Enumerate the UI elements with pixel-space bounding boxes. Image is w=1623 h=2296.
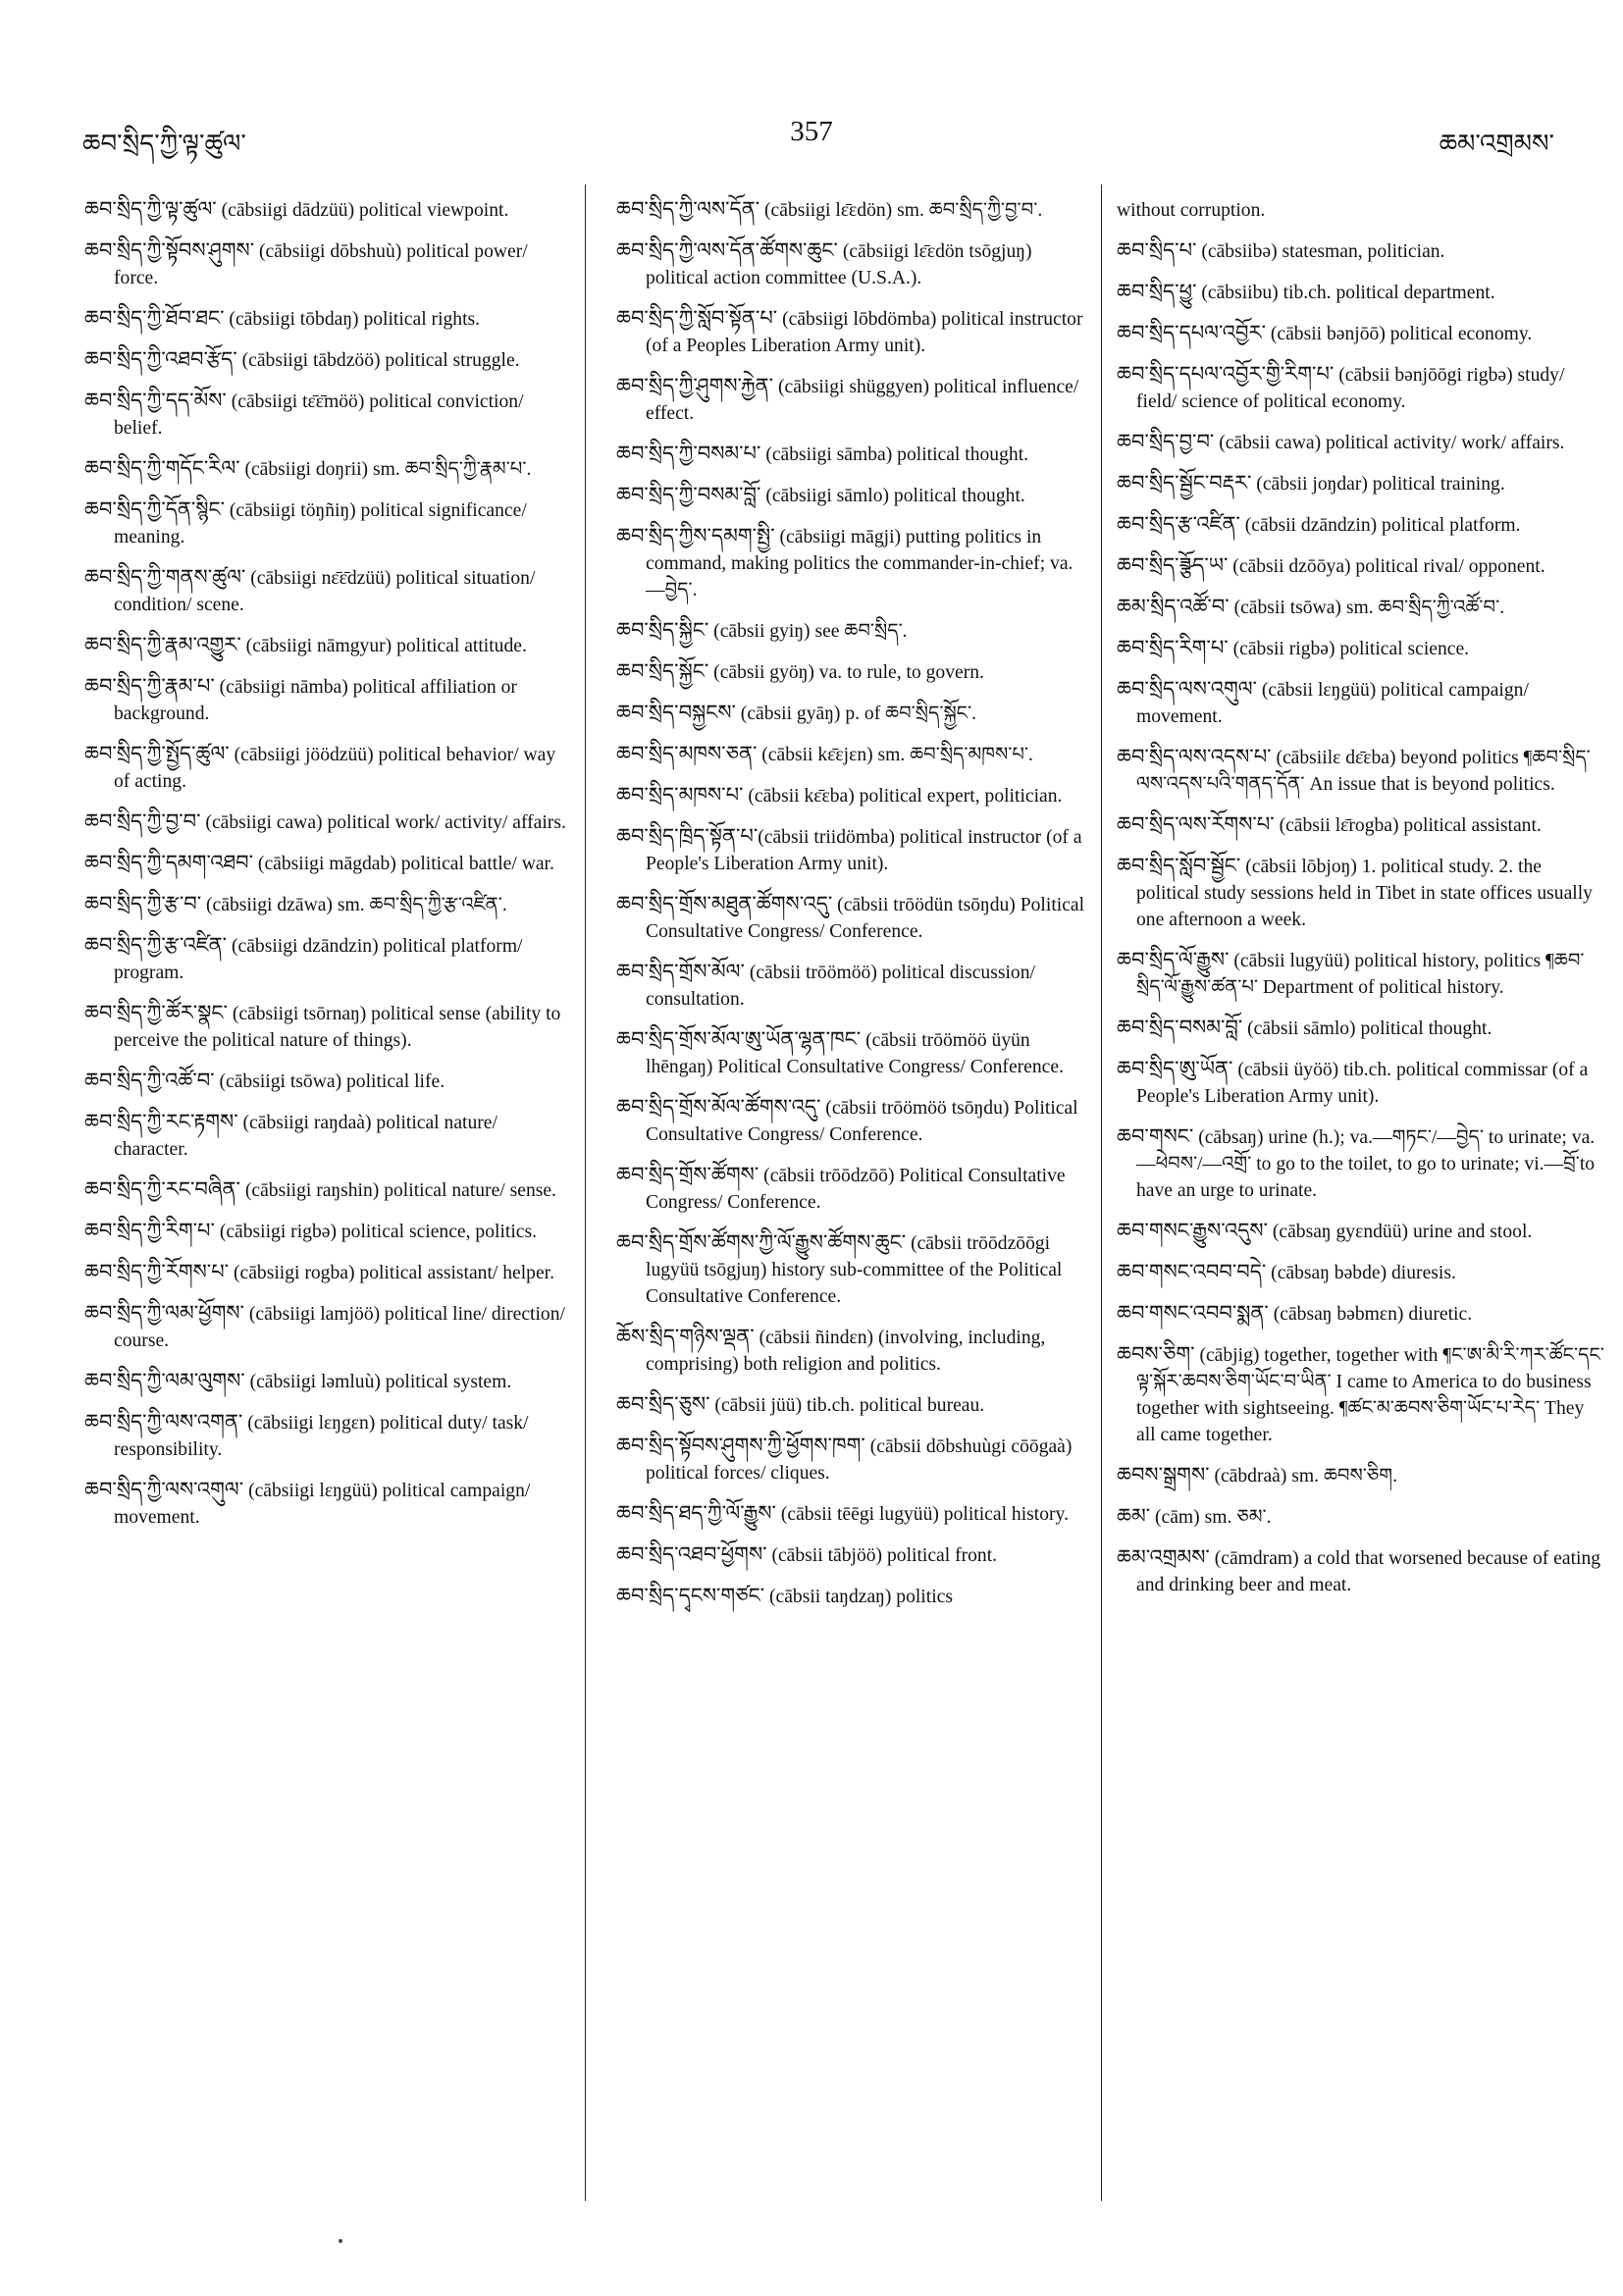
entry-headword: ཆབ་སྲིད་ཀྱི་ལམ་ཕྱོགས་ <box>84 1301 244 1325</box>
column-divider <box>585 184 586 2201</box>
dictionary-entry <box>84 1409 575 1463</box>
entry-headword: ཆབ་སྲིད་ཀྱི་རྩ་བ་ <box>84 892 202 915</box>
dictionary-entry <box>84 632 575 659</box>
entry-definition: (cābsii kɛ̄ɛjɛn) sm. ཆབ་སྲིད་མཁས་པ་. <box>757 745 1033 765</box>
entry-definition: (cābsii trōōdzōōgi lugyüü tsōgjuŋ) history sub-committee of the Political Consultative Conference. <box>646 1233 1063 1307</box>
entry-headword: ཆབ་སྲིད་ཀྱི་བྱ་བ་ <box>84 809 201 833</box>
page-number: 357 <box>790 116 833 147</box>
dictionary-entry <box>616 700 1091 727</box>
dictionary-entry <box>616 373 1091 427</box>
dictionary-entry <box>616 1026 1091 1080</box>
entry-headword: ཆབ་སྲིད་ཀྱི་བསམ་པ་ <box>616 442 761 465</box>
dictionary-entry <box>616 1500 1091 1528</box>
dictionary-entry <box>84 673 575 727</box>
dictionary-entry <box>1117 744 1607 798</box>
entry-definition: (cābsiigi sāmba) political thought. <box>760 444 1029 465</box>
dictionary-entry <box>84 1218 575 1245</box>
dictionary-entry <box>1117 320 1607 347</box>
entry-headword: ཆབ་སྲིད་ཀྱི་འཐབ་རྩོད་ <box>84 347 237 371</box>
entry-headword: ཆབས་སྒྲགས་ <box>1117 1463 1210 1487</box>
dictionary-entry <box>616 1541 1091 1569</box>
entry-headword: ཆབ་སྲིད་སྐྱིང་ <box>616 618 709 642</box>
dictionary-entry <box>84 196 575 224</box>
entry-definition: (cābsii tēēgi lugyüü) political history. <box>775 1504 1069 1525</box>
entry-definition: (cābsii trōömöö üyün lhēngaŋ) Political Consultative Congress/ Conference. <box>646 1030 1064 1077</box>
dictionary-entry <box>84 1259 575 1286</box>
entry-definition: (cābsii gyiŋ) see ཆབ་སྲིད་. <box>708 621 908 642</box>
entry-definition: (cābsiigi shüggyen) political influence/ effect. <box>646 377 1079 424</box>
entry-headword: ཆབ་སྲིད་ཀྱི་ལས་དོན་ཚོགས་ཆུང་ <box>616 238 838 262</box>
entry-definition: (cābsii lugyüü) political history, politics ¶ཆབ་སྲིད་ལོ་རྒྱུས་ཚན་པ་ Department of political history. <box>1136 951 1585 998</box>
entry-headword: ཆབ་སྲིད་རྩ་འཛིན་ <box>1117 512 1240 536</box>
dictionary-entry <box>616 523 1091 603</box>
entry-definition: (cābsii tābjöö) political front. <box>766 1545 998 1566</box>
dictionary-entry <box>616 1162 1091 1216</box>
entry-definition: (cābsiigi māgdab) political battle/ war. <box>253 854 554 874</box>
entry-definition: (cābsiigi māgji) putting politics in command, making politics the commander-in-chief; va.—བྱེད་. <box>646 527 1073 600</box>
dictionary-entry <box>84 1176 575 1204</box>
dictionary-entry <box>616 1094 1091 1148</box>
entry-headword: ཆབ་སྲིད་ཀྱི་ལམ་ལུགས་ <box>84 1369 245 1392</box>
entry-definition: (cābsiigi ləmluù) political system. <box>244 1372 512 1392</box>
entry-headword: ཆབ་སྲིད་ཅུས་ <box>616 1392 710 1416</box>
entry-definition: (cābsii sāmlo) political thought. <box>1242 1018 1492 1039</box>
entry-definition: (cābsii rigbə) political science. <box>1228 639 1470 659</box>
entry-headword: ཆབ་སྲིད་དྭངས་གཙང་ <box>616 1584 765 1607</box>
entry-definition: (cābsaŋ bəbmɛn) diuretic. <box>1268 1304 1473 1325</box>
entry-definition: (cābsii lōbjoŋ) 1. political study. 2. the political study sessions held in Tibet in state offices usually one afternoon a week. <box>1136 857 1593 930</box>
entry-definition: (cābsiigi jöödzüü) political behavior/ way of acting. <box>114 745 556 792</box>
dictionary-entry <box>1117 1300 1607 1328</box>
dictionary-entry <box>84 455 575 483</box>
entry-headword: ཆབ་སྲིད་པ་ <box>1117 238 1197 262</box>
entry-definition: (cābsii gyāŋ) p. of ཆབ་སྲིད་སྐྱོང་. <box>735 704 977 724</box>
entry-headword: ཆབ་སྲིད་ཨུ་ཡོན་ <box>1117 1057 1233 1080</box>
dictionary-entry <box>84 346 575 374</box>
entry-definition: (cābsiigi dzāndzin) political platform/ program. <box>114 936 523 983</box>
entry-definition: (cābsiigi tsōrnaŋ) political sense (ability to perceive the political nature of things). <box>114 1004 561 1051</box>
dictionary-entry <box>84 1368 575 1395</box>
entry-definition: (cābsiigi töŋñiŋ) political significance/ meaning. <box>114 500 527 548</box>
column-divider <box>1101 184 1102 2201</box>
dictionary-entry <box>84 850 575 877</box>
dictionary-entry <box>84 388 575 442</box>
entry-definition: (cābsiigi sāmlo) political thought. <box>760 486 1025 506</box>
entry-definition: (cābsiigi dādzüü) political viewpoint. <box>216 200 509 221</box>
running-header-left: ཆབ་སྲིད་ཀྱི་ལྟ་ཚུལ་ <box>82 130 246 158</box>
entry-definition: (cābsii dzāndzin) political platform. <box>1239 515 1521 536</box>
dictionary-entry <box>1117 1015 1607 1042</box>
entry-headword: ཆབ་གསང་རྒྱུས་འདུས་ <box>1117 1219 1268 1242</box>
entry-definition: (cābsiigi rigbə) political science, politics. <box>214 1222 538 1242</box>
entry-definition: (cābsii trōōdzōō) Political Consultative Congress/ Conference. <box>646 1166 1066 1213</box>
dictionary-entry <box>616 305 1091 359</box>
entry-definition: (cābsiilɛ dɛ̄ɛba) beyond politics ¶ཆབ་སྲིད་ལས་འདས་པའི་གནད་དོན་ An issue that is beyond politics. <box>1136 748 1591 795</box>
dictionary-entry <box>1117 594 1607 621</box>
entry-headword: ཆབ་སྲིད་ཀྱི་ལས་འགུལ་ <box>84 1478 244 1501</box>
entry-definition: (cābsii lɛ̄rogba) political assistant. <box>1274 815 1542 836</box>
dictionary-entry <box>616 441 1091 468</box>
dictionary-entry <box>616 617 1091 645</box>
dictionary-entry <box>84 891 575 918</box>
entry-definition: (cāmdram) a cold that worsened because of eating and drinking beer and meat. <box>1136 1548 1601 1595</box>
dictionary-entry <box>616 782 1091 809</box>
entry-headword: ཆབ་སྲིད་ཀྱི་ཚོར་སྣང་ <box>84 1001 228 1024</box>
entry-definition: (cābsiigi raŋshin) political nature/ sense. <box>239 1180 556 1201</box>
dictionary-entry <box>84 932 575 986</box>
dictionary-entry <box>616 1324 1091 1378</box>
dictionary-entry <box>84 496 575 550</box>
entry-headword: ཆབ་སྲིད་བསྐྱངས་ <box>616 701 736 724</box>
entry-headword: ཆབ་སྲིད་གྲོས་མོལ་ <box>616 960 745 983</box>
entry-definition: (cābsii triidömba) political instructor (of a People's Liberation Army unit). <box>646 827 1082 874</box>
entry-definition: (cābsiigi dzāwa) sm. ཆབ་སྲིད་ཀྱི་རྩ་འཛིན་. <box>201 895 507 915</box>
dictionary-entry <box>84 809 575 836</box>
entry-headword: ཆབ་སྲིད་ཀྱི་རོགས་པ་ <box>84 1260 230 1283</box>
entry-headword: ཆབ་གསང་འབབ་སྨན་ <box>1117 1301 1269 1325</box>
entry-headword: ཆབས་ཅིག་ <box>1117 1342 1195 1366</box>
entry-definition: (cābsiigi tsōwa) political life. <box>214 1071 445 1092</box>
dictionary-entry <box>616 1391 1091 1419</box>
dictionary-entry <box>616 658 1091 686</box>
dictionary-entry <box>1117 279 1607 306</box>
entry-headword: ཆབ་སྲིད་ཟྩོད་ཡ་ <box>1117 553 1229 577</box>
entry-definition: (cābsii trōömöö tsōŋdu) Political Consultative Congress/ Conference. <box>646 1098 1078 1145</box>
scan-speck <box>339 2239 342 2243</box>
entry-definition: (cābsiigi lōbdömba) political instructor (of a Peoples Liberation Army unit). <box>646 309 1083 356</box>
dictionary-entry <box>616 1229 1091 1310</box>
entry-headword: ཆབ་སྲིད་དཔལ་འབྱོར་གྱི་རིག་པ་ <box>1117 362 1335 386</box>
entry-definition: (cābsii gyöŋ) va. to rule, to govern. <box>708 662 984 683</box>
entry-definition: (cābsii bənjōō) political economy. <box>1265 324 1533 344</box>
entry-definition: (cābsii dzōōya) political rival/ opponent. <box>1228 556 1545 577</box>
entry-definition: (cābsii taŋdzaŋ) politics <box>764 1587 953 1607</box>
dictionary-entry <box>1117 1503 1607 1531</box>
dictionary-entry <box>1117 1218 1607 1245</box>
entry-definition: (cābsii trōödün tsōŋdu) Political Consultative Congress/ Conference. <box>646 895 1085 942</box>
entry-headword: ཆབ་སྲིད་ཀྱི་གནས་ཚུལ་ <box>84 565 246 589</box>
dictionary-entry <box>84 564 575 618</box>
entry-headword: ཆབ་གསང་འབབ་བདེ་ <box>1117 1260 1267 1283</box>
entry-definition: (cām) sm. ཅམ་. <box>1150 1507 1272 1528</box>
entry-headword: ཆབ་སྲིད་ལོ་རྒྱུས་ <box>1117 948 1230 971</box>
entry-headword: ཆབ་སྲིད་ཁྲིད་སྟོན་པ་ <box>616 824 759 848</box>
dictionary-entry <box>84 1109 575 1163</box>
dictionary-entry <box>1117 552 1607 580</box>
dictionary-entry <box>616 959 1091 1013</box>
entry-headword: ཆབ་སྲིད་ཀྱི་རང་རྟགས་ <box>84 1110 238 1133</box>
dictionary-entry <box>84 305 575 333</box>
entry-headword: ཆབ་སྲིད་ལས་རོགས་པ་ <box>1117 812 1275 836</box>
entry-definition: (cābsiibu) tib.ch. political department. <box>1196 283 1495 303</box>
entry-headword: ཆབ་སྲིད་རིག་པ་ <box>1117 636 1229 659</box>
entry-definition: (cābsiigi doŋrii) sm. ཆབ་སྲིད་ཀྱི་རྣམ་པ་. <box>239 459 532 480</box>
dictionary-entry <box>1117 470 1607 497</box>
entry-headword: ཆབ་སྲིད་ལས་འདས་པ་ <box>1117 745 1272 768</box>
entry-headword: ཆབ་སྲིད་ཀྱི་རྩ་འཛིན་ <box>84 933 228 957</box>
entry-headword: ཆབ་སྲིད་གྲོས་མཐུན་ཚོགས་འདུ་ <box>616 892 833 915</box>
dictionary-entry <box>616 1583 1091 1610</box>
dictionary-entry <box>616 482 1091 509</box>
entry-definition: (cābsii cawa) political activity/ work/ affairs. <box>1214 433 1565 453</box>
dictionary-entry <box>616 1433 1091 1487</box>
entry-headword: ཆབ་སྲིད་ཀྱི་རིག་པ་ <box>84 1219 215 1242</box>
entry-definition: (cābsaŋ bəbde) diuresis. <box>1266 1263 1456 1283</box>
entry-definition: (cābsiigi tābdzöö) political struggle. <box>236 350 520 371</box>
dictionary-entry <box>616 741 1091 768</box>
dictionary-entry <box>616 891 1091 945</box>
entry-definition: (cābsaŋ) urine (h.); va.—གཏང་/—བྱེད་ to urinate; va.—ཕེབས་/—འགྲོ་ to go to the toilet, to go to urinate; vi.—བྲོ་to have an urge to urinate. <box>1136 1127 1596 1201</box>
dictionary-entry <box>84 1000 575 1054</box>
dictionary-entry <box>1117 853 1607 933</box>
entry-headword: ཆབ་སྲིད་དཔལ་འབྱོར་ <box>1117 321 1266 344</box>
dictionary-entry <box>616 823 1091 877</box>
entry-headword: ཆབ་སྲིད་སློབ་སྦྱོང་ <box>1117 854 1241 877</box>
entry-headword: ཆབ་སྲིད་ཀྱི་རང་བཞིན་ <box>84 1177 240 1201</box>
column-left <box>84 196 575 1544</box>
entry-headword: ཆབ་སྲིད་ཀྱི་གདོང་རིལ་ <box>84 456 240 480</box>
entry-headword: ཆབ་སྲིད་ཀྱི་ལྟ་ཚུལ་ <box>84 197 217 221</box>
entry-headword: ཆམ་འགྲམས་ <box>1117 1545 1210 1569</box>
entry-headword: ཆབ་སྲིད་ཀྱི་ཤུགས་རྐྱེན་ <box>616 374 774 397</box>
dictionary-entry <box>1117 811 1607 839</box>
column-right <box>1117 196 1607 1612</box>
dictionary-entry <box>84 1477 575 1531</box>
dictionary-entry <box>84 237 575 291</box>
entry-definition: (cābsiigi nɛ̄ɛ̄dzüü) political situation/ condition/ scene. <box>114 568 536 615</box>
entry-headword: ཆབ་སྲིད་གྲོས་ཚོགས་ཀྱི་ལོ་རྒྱུས་ཚོགས་ཆུང་ <box>616 1230 907 1254</box>
entry-definition: (cābsii kɛ̄ɛba) political expert, politician. <box>743 786 1063 807</box>
entry-headword: ཆབ་སྲིད་ཀྱི་སྤྱོད་ཚུལ་ <box>84 742 230 765</box>
entry-definition: without corruption. <box>1117 200 1266 221</box>
entry-definition: (cābsii tsōwa) sm. ཆབ་སྲིད་ཀྱི་འཚོ་བ་. <box>1229 598 1505 618</box>
entry-definition: (cābsiigi dōbshuù) political power/ force. <box>114 241 528 288</box>
entry-definition: (cābsiigi lɛ̄ɛdön tsōgjuŋ) political action committee (U.S.A.). <box>646 241 1032 288</box>
dictionary-entry <box>1117 511 1607 539</box>
entry-headword: ཆབ་སྲིད་ཀྱི་ལས་དོན་ <box>616 197 760 221</box>
entry-headword: ཆབ་སྲིད་མཁས་ཅན་ <box>616 742 758 765</box>
entry-definition: (cābsaŋ gyɛndüü) urine and stool. <box>1267 1222 1533 1242</box>
dictionary-entry <box>1117 196 1607 224</box>
entry-headword: ཆབ་སྲིད་ཀྱི་རྣམ་པ་ <box>84 674 215 698</box>
entry-definition: (cābsiigi raŋdaà) political nature/ character. <box>114 1113 497 1160</box>
dictionary-entry <box>616 196 1091 224</box>
entry-headword: ཆབ་སྲིད་གྲོས་མོལ་ཚོགས་འདུ་ <box>616 1095 821 1119</box>
dictionary-entry <box>1117 237 1607 265</box>
column-middle <box>616 196 1091 1624</box>
dictionary-entry <box>1117 1259 1607 1286</box>
entry-definition: (cābsiigi lɛŋgɛn) political duty/ task/ responsibility. <box>114 1413 529 1460</box>
entry-headword: ཆབ་སྲིད་འཐབ་ཕྱོགས་ <box>616 1542 767 1566</box>
entry-definition: (cābsii üyöö) tib.ch. political commissar (of a People's Liberation Army unit). <box>1136 1060 1589 1107</box>
dictionary-entry <box>1117 1462 1607 1489</box>
entry-headword: ཆབ་སྲིད་མཁས་པ་ <box>616 783 744 807</box>
entry-headword: ཆམ་ <box>1117 1504 1151 1528</box>
entry-headword: ཆབ་སྲིད་ཀྱི་རྣམ་འགྱུར་ <box>84 633 241 656</box>
entry-headword: ཆབ་སྲིད་ཀྱི་ཐོབ་ཐང་ <box>84 306 225 330</box>
entry-headword: ཆབ་སྲིད་བྱ་བ་ <box>1117 430 1215 453</box>
entry-headword: ཆབ་སྲིད་ཀྱི་སྟོབས་ཤུགས་ <box>84 238 255 262</box>
entry-definition: (cābsiigi lɛ̄ɛdön) sm. ཆབ་སྲིད་ཀྱི་བྱ་བ་. <box>759 200 1043 221</box>
entry-headword: ཆབ་གསང་ <box>1117 1124 1194 1148</box>
entry-headword: ཆོས་སྲིད་གཉིས་ལྡན་ <box>616 1325 755 1348</box>
entry-definition: (cābjig) together, together with ¶ང་ཨ་མི་རི་ཀར་ཚོང་དང་ལྟ་སྐོར་ཆབས་ཅིག་ཡོང་བ་ཡིན་ I came to America to do business together with sightseeing. ¶ཚང་མ་ཆབས་ཅིག་ཡོང་པ་རེད་ They all came together. <box>1136 1345 1604 1445</box>
dictionary-entry <box>1117 1544 1607 1598</box>
entry-headword: ཆབ་སྲིད་སྐྱོང་ <box>616 659 709 683</box>
dictionary-entry <box>616 237 1091 291</box>
entry-definition: (cābsiigi lamjöö) political line/ direction/ course. <box>114 1304 565 1351</box>
dictionary-entry <box>1117 947 1607 1001</box>
entry-definition: (cābdraà) sm. ཆབས་ཅིག. <box>1209 1466 1397 1487</box>
entry-definition: (cābsiigi tōbdaŋ) political rights. <box>224 309 481 330</box>
entry-headword: ཆབ་སྲིད་ཕྱུ་ <box>1117 280 1197 303</box>
entry-definition: (cābsii jüü) tib.ch. political bureau. <box>709 1395 985 1416</box>
entry-headword: ཆབ་སྲིད་ཀྱི་བསམ་བློ་ <box>616 483 761 506</box>
entry-definition: (cābsii lɛŋgüü) political campaign/ movement. <box>1136 680 1529 727</box>
entry-headword: ཆབ་སྲིད་ཀྱི་འཚོ་བ་ <box>84 1069 215 1092</box>
entry-headword: ཆམ་སྲིད་འཚོ་བ་ <box>1117 595 1230 618</box>
entry-headword: ཆབ་སྲིད་སྟོབས་ཤུགས་ཀྱི་ཕྱོགས་ཁག་ <box>616 1434 865 1457</box>
entry-definition: (cābsiigi tɛ̄ɛ̄möö) political conviction/ belief. <box>114 391 524 439</box>
entry-headword: ཆབ་སྲིད་སྦྱོང་བརྡར་ <box>1117 471 1252 495</box>
running-header-right: ཆམ་འགྲམས་ <box>1439 130 1554 158</box>
dictionary-entry <box>1117 429 1607 456</box>
dictionary-entry <box>84 741 575 795</box>
entry-headword: ཆབ་སྲིད་གྲོས་མོལ་ཨུ་ཡོན་ལྷན་ཁང་ <box>616 1027 862 1051</box>
entry-headword: ཆབ་སྲིད་ཀྱི་སློབ་སྟོན་པ་ <box>616 306 778 330</box>
entry-definition: (cābsii bənjōōgi rigbə) study/ field/ science of political economy. <box>1136 365 1565 412</box>
entry-definition: (cābsiibə) statesman, politician. <box>1196 241 1445 262</box>
entry-definition: (cābsii dōbshuùgi cōōgaà) political forces/ cliques. <box>646 1436 1073 1484</box>
dictionary-entry <box>84 1300 575 1354</box>
dictionary-entry <box>1117 1123 1607 1204</box>
entry-headword: ཆབ་སྲིད་ཀྱི་དད་མོས་ <box>84 389 227 412</box>
dictionary-entry <box>1117 635 1607 662</box>
entry-definition: (cābsii joŋdar) political training. <box>1251 474 1505 495</box>
entry-headword: ཆབ་སྲིད་གྲོས་ཚོགས་ <box>616 1163 759 1186</box>
entry-headword: ཆབ་སྲིད་ཀྱི་ལས་འགན་ <box>84 1410 243 1434</box>
entry-headword: ཆབ་སྲིད་བསམ་བློ་ <box>1117 1016 1243 1039</box>
entry-definition: (cābsii ñindɛn) (involving, including, comprising) both religion and politics. <box>646 1328 1046 1375</box>
entry-definition: (cābsiigi rogba) political assistant/ helper. <box>229 1263 555 1283</box>
entry-headword: ཆབ་སྲིད་ཐད་ཀྱི་ལོ་རྒྱུས་ <box>616 1501 776 1525</box>
entry-headword: ཆབ་སྲིད་ཀྱི་དམག་འཐབ་ <box>84 851 254 874</box>
entry-headword: ཆབ་སྲིད་ཀྱི་དོན་སྙིང་ <box>84 497 225 521</box>
dictionary-entry <box>1117 361 1607 415</box>
entry-definition: (cābsiigi nāmgyur) political attitude. <box>240 636 527 656</box>
entry-definition: (cābsiigi nāmba) political affiliation or background. <box>114 677 517 724</box>
entry-definition: (cābsiigi lɛŋgüü) political campaign/ movement. <box>114 1481 531 1528</box>
entry-definition: (cābsiigi cawa) political work/ activity/ affairs. <box>200 812 566 833</box>
entry-headword: ཆབ་སྲིད་ཀྱིས་དམག་སྤྱི་ <box>616 524 775 548</box>
dictionary-entry <box>1117 676 1607 730</box>
entry-definition: (cābsii trōömöö) political discussion/ consultation. <box>646 963 1035 1010</box>
dictionary-entry <box>84 1068 575 1095</box>
entry-headword: ཆབ་སྲིད་ལས་འགུལ་ <box>1117 677 1257 701</box>
dictionary-entry <box>1117 1056 1607 1110</box>
dictionary-entry <box>1117 1341 1607 1448</box>
